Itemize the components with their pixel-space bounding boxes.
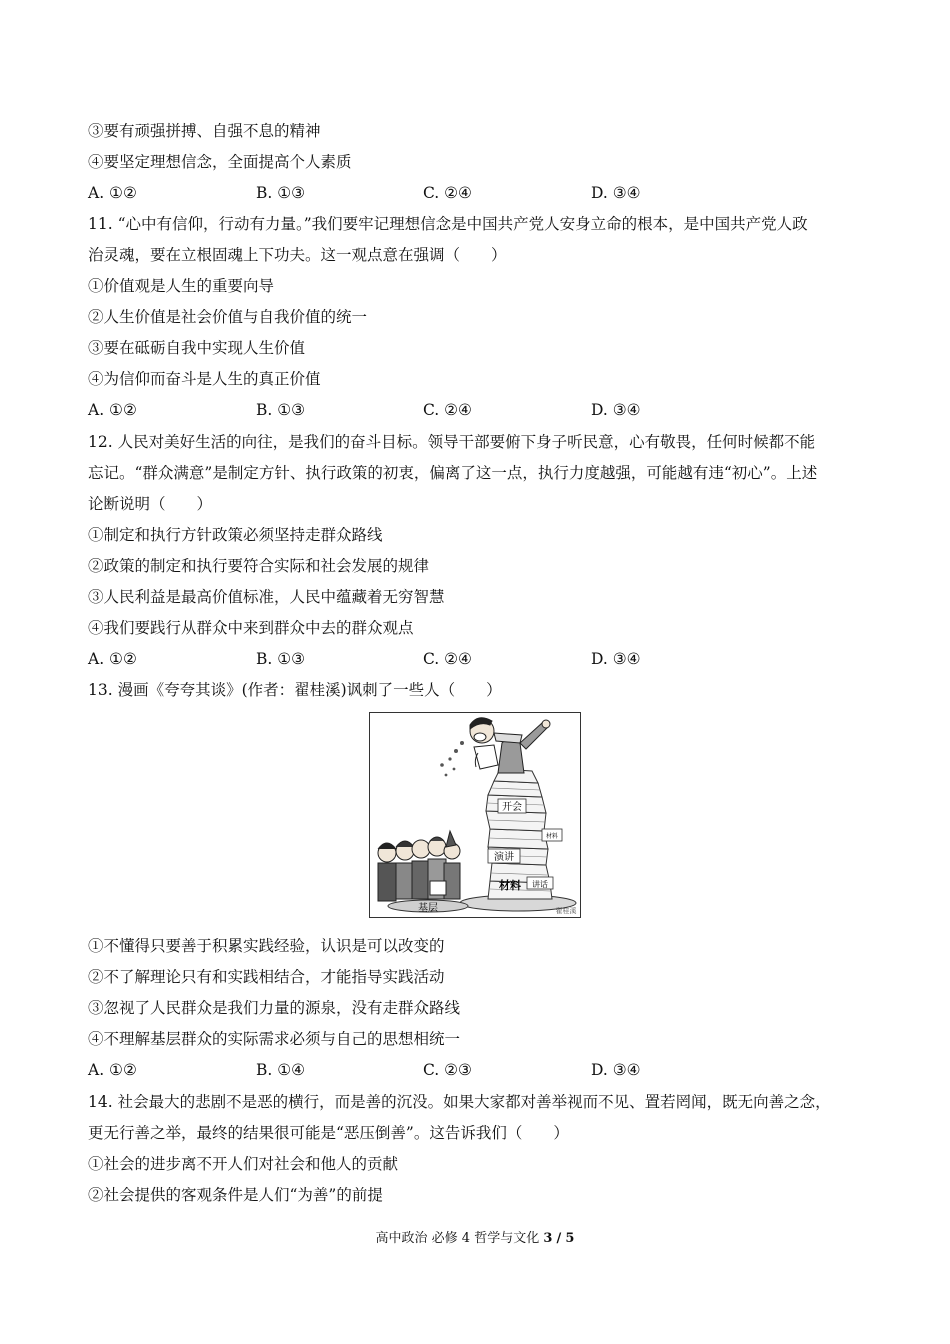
label-talk: 讲话 [532,880,548,889]
footer-page-number: 3 [543,1231,553,1246]
speaker-figure-icon [470,718,550,773]
q11-option-a[interactable]: A. ①② [88,401,137,419]
q12-item-2: ②政策的制定和执行要符合实际和社会发展的规律 [88,557,430,575]
q13-option-b[interactable]: B. ①④ [256,1061,306,1079]
q14-stem-line1: 14. 社会最大的悲剧不是恶的横行，而是善的沉没。如果大家都对善举视而不见、置若罔闻，既无向善之念， [88,1093,831,1111]
q13-stem: 13. 漫画《夸夸其谈》(作者：翟桂溪)讽刺了一些人（ ） [88,681,502,699]
q11-option-b[interactable]: B. ①③ [256,401,306,419]
q11-option-c[interactable]: C. ②④ [423,401,472,419]
q14-stem-line2: 更无行善之举，最终的结果很可能是“恶压倒善”。这告诉我们（ ） [88,1124,569,1142]
q11-item-4: ④为信仰而奋斗是人生的真正价值 [88,370,321,388]
q14-item-2: ②社会提供的客观条件是人们“为善”的前提 [88,1186,383,1204]
cartoon-illustration [369,712,581,918]
footer-separator: / [556,1231,562,1246]
q10-option-d[interactable]: D. ③④ [591,184,641,202]
label-material: 材料 [499,879,521,892]
q14-item-1: ①社会的进步离不开人们对社会和他人的贡献 [88,1155,399,1173]
q12-option-b[interactable]: B. ①③ [256,650,306,668]
q12-item-4: ④我们要践行从群众中来到群众中去的群众观点 [88,619,414,637]
q12-option-c[interactable]: C. ②④ [423,650,472,668]
q13-item-4: ④不理解基层群众的实际需求必须与自己的思想相统一 [88,1030,461,1048]
footer-subject: 高中政治 必修 4 哲学与文化 [375,1231,540,1246]
label-speech: 演讲 [494,852,514,863]
page-footer [0,1227,950,1246]
cartoon-drawing [370,713,579,916]
q13-item-1: ①不懂得只要善于积累实践经验，认识是可以改变的 [88,937,445,955]
q12-option-d[interactable]: D. ③④ [591,650,641,668]
q12-stem-line2: 忘记。“群众满意”是制定方针、执行政策的初衷，偏离了这一点，执行力度越强，可能越有违“初心”。上述 [88,464,818,482]
spit-drops-icon [440,741,464,776]
q13-item-3: ③忽视了人民群众是我们力量的源泉，没有走群众路线 [88,999,461,1017]
q11-item-3: ③要在砥砺自我中实现人生价值 [88,339,306,357]
label-meeting: 开会 [502,802,522,813]
q10-option-a[interactable]: A. ①② [88,184,137,202]
q12-item-3: ③人民利益是最高价值标准，人民中蕴藏着无穷智慧 [88,588,445,606]
q12-option-a[interactable]: A. ①② [88,650,137,668]
label-grassroots: 基层 [418,903,438,914]
label-materials-small: 材料 [545,833,559,840]
q10-option-c[interactable]: C. ②④ [423,184,472,202]
crowd-figures-icon [378,831,460,901]
artist-signature: 翟桂溪 [555,907,577,915]
q11-stem-line2: 治灵魂，要在立根固魂上下功夫。这一观点意在强调（ ） [88,246,507,264]
q13-option-c[interactable]: C. ②③ [423,1061,472,1079]
q11-item-1: ①价值观是人生的重要向导 [88,277,275,295]
q11-stem-line1: 11. “心中有信仰，行动有力量。”我们要牢记理想信念是中国共产党人安身立命的根本，是中国共产党人政 [88,215,808,233]
q12-stem-line1: 12. 人民对美好生活的向往，是我们的奋斗目标。领导干部要俯下身子听民意，心有敬畏，任何时候都不能 [88,433,816,451]
q11-option-d[interactable]: D. ③④ [591,401,641,419]
q10-option-b[interactable]: B. ①③ [256,184,306,202]
q11-item-2: ②人生价值是社会价值与自我价值的统一 [88,308,368,326]
q13-option-d[interactable]: D. ③④ [591,1061,641,1079]
q12-stem-line3: 论断说明（ ） [88,495,213,513]
q10-item-3: ③要有顽强拼搏、自强不息的精神 [88,122,321,140]
q12-item-1: ①制定和执行方针政策必须坚持走群众路线 [88,526,383,544]
footer-total-pages: 5 [565,1231,575,1246]
q10-item-4: ④要坚定理想信念，全面提高个人素质 [88,153,352,171]
q13-option-a[interactable]: A. ①② [88,1061,137,1079]
q13-item-2: ②不了解理论只有和实践相结合，才能指导实践活动 [88,968,445,986]
